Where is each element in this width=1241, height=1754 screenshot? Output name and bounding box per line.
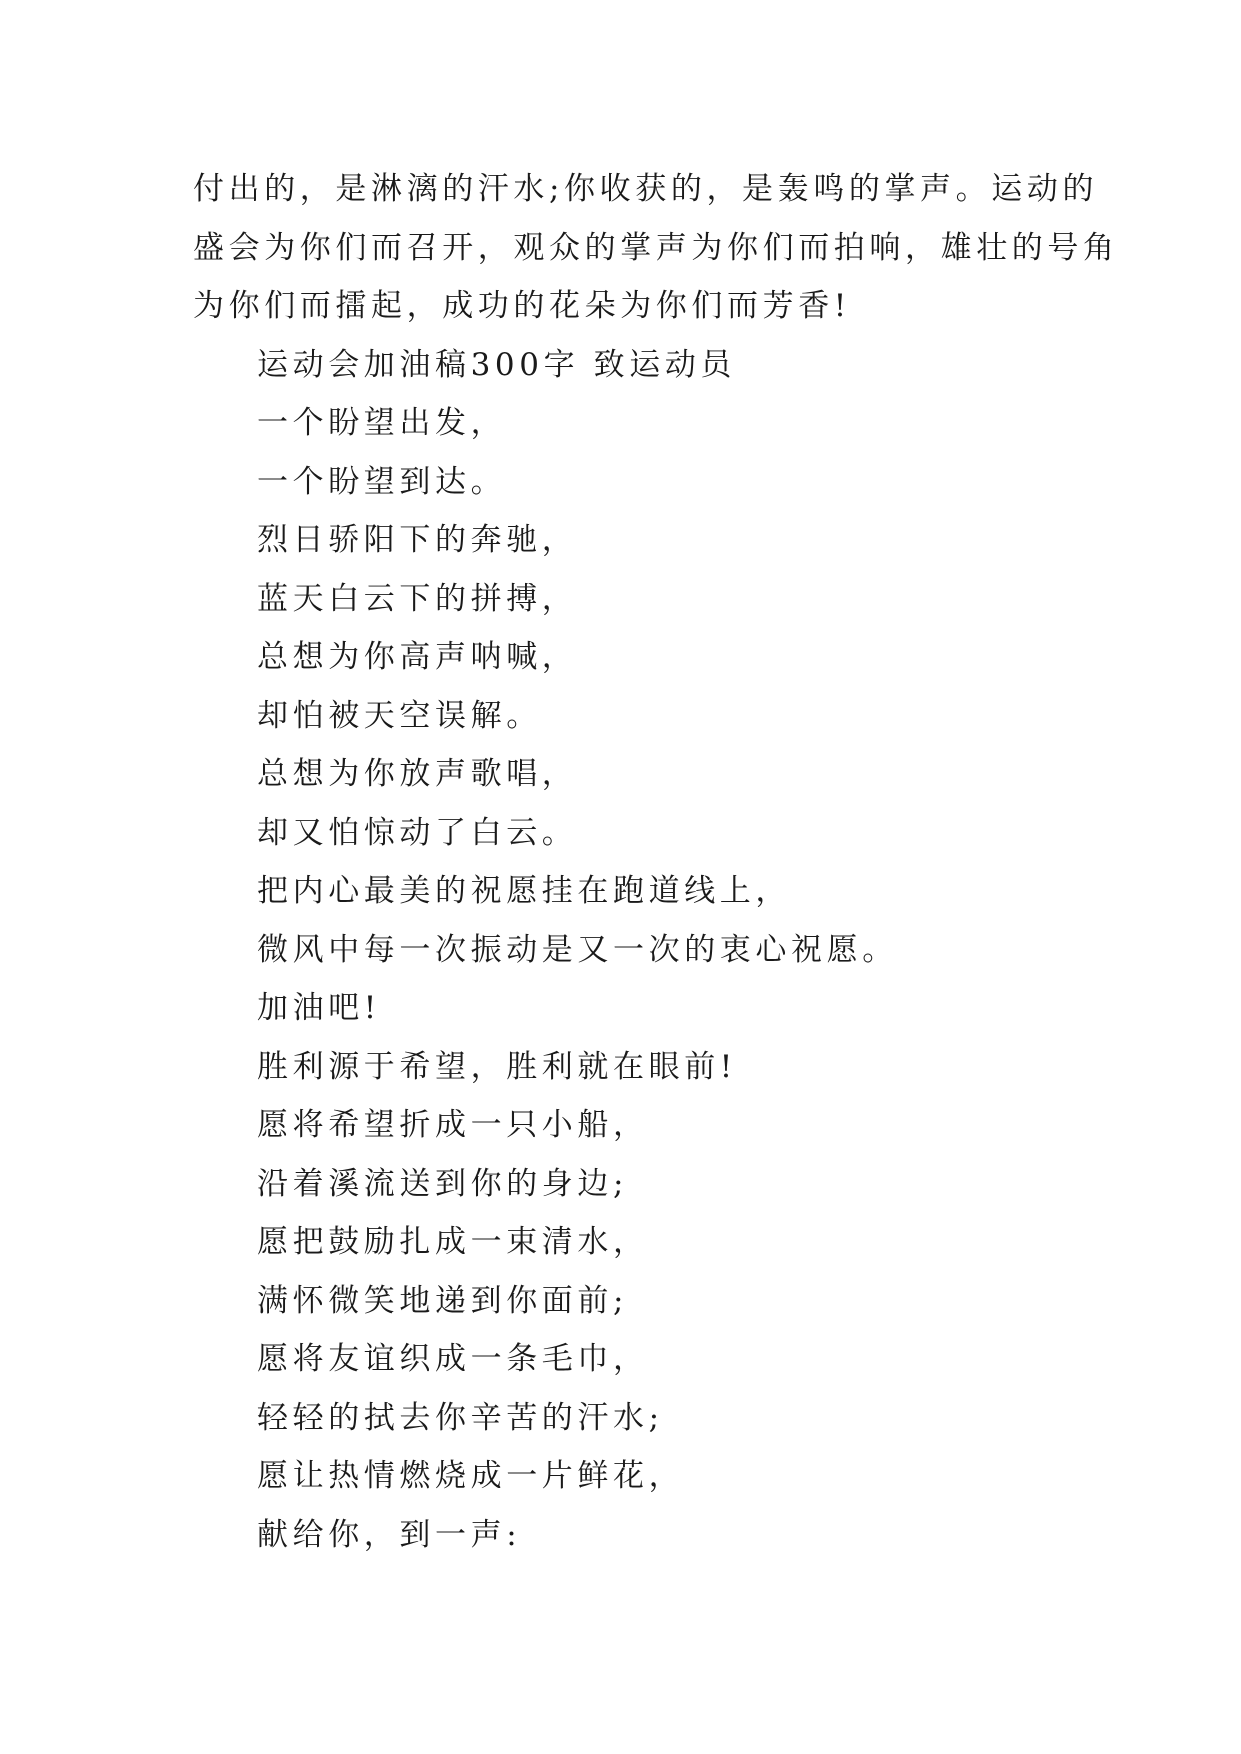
- section-title: 运动会加油稿300字 致运动员: [257, 346, 737, 383]
- poem-line: 烈日骄阳下的奔驰，: [257, 522, 578, 558]
- poem-line: 愿把鼓励扎成一束清水，: [257, 1224, 649, 1260]
- poem-line: 愿让热情燃烧成一片鲜花，: [257, 1458, 685, 1494]
- poem-line: 总想为你放声歌唱，: [257, 756, 578, 792]
- paragraph-line: 为你们而擂起，成功的花朵为你们而芳香!: [193, 288, 851, 324]
- poem-line: 一个盼望到达。: [257, 463, 507, 500]
- poem-line: 献给你，到一声:: [257, 1516, 522, 1553]
- poem-line: 微风中每一次振动是又一次的衷心祝愿。: [257, 931, 898, 968]
- poem-line: 蓝天白云下的拼搏，: [257, 580, 578, 617]
- poem-line: 却怕被天空误解。: [257, 697, 542, 734]
- poem-line: 愿将友谊织成一条毛巾，: [257, 1341, 649, 1377]
- poem-line: 沿着溪流送到你的身边;: [257, 1165, 629, 1202]
- poem-line: 却又怕惊动了白云。: [257, 814, 578, 851]
- poem-line: 总想为你高声呐喊，: [257, 639, 578, 675]
- poem-line: 胜利源于希望，胜利就在眼前!: [257, 1048, 737, 1085]
- poem-line: 满怀微笑地递到你面前;: [257, 1282, 629, 1319]
- poem-line: 愿将希望折成一只小船，: [257, 1107, 649, 1143]
- poem-line: 把内心最美的祝愿挂在跑道线上，: [257, 873, 791, 909]
- document-body: [193, 160, 1119, 1564]
- paragraph-line: 付出的，是淋漓的汗水;你收获的，是轰鸣的掌声。运动的: [193, 171, 1099, 207]
- paragraph-line: 盛会为你们而召开，观众的掌声为你们而拍响，雄壮的号角: [193, 229, 1119, 266]
- poem-line: 加油吧!: [257, 990, 381, 1026]
- poem-line: 轻轻的拭去你辛苦的汗水;: [257, 1399, 664, 1436]
- poem-line: 一个盼望出发，: [257, 405, 507, 441]
